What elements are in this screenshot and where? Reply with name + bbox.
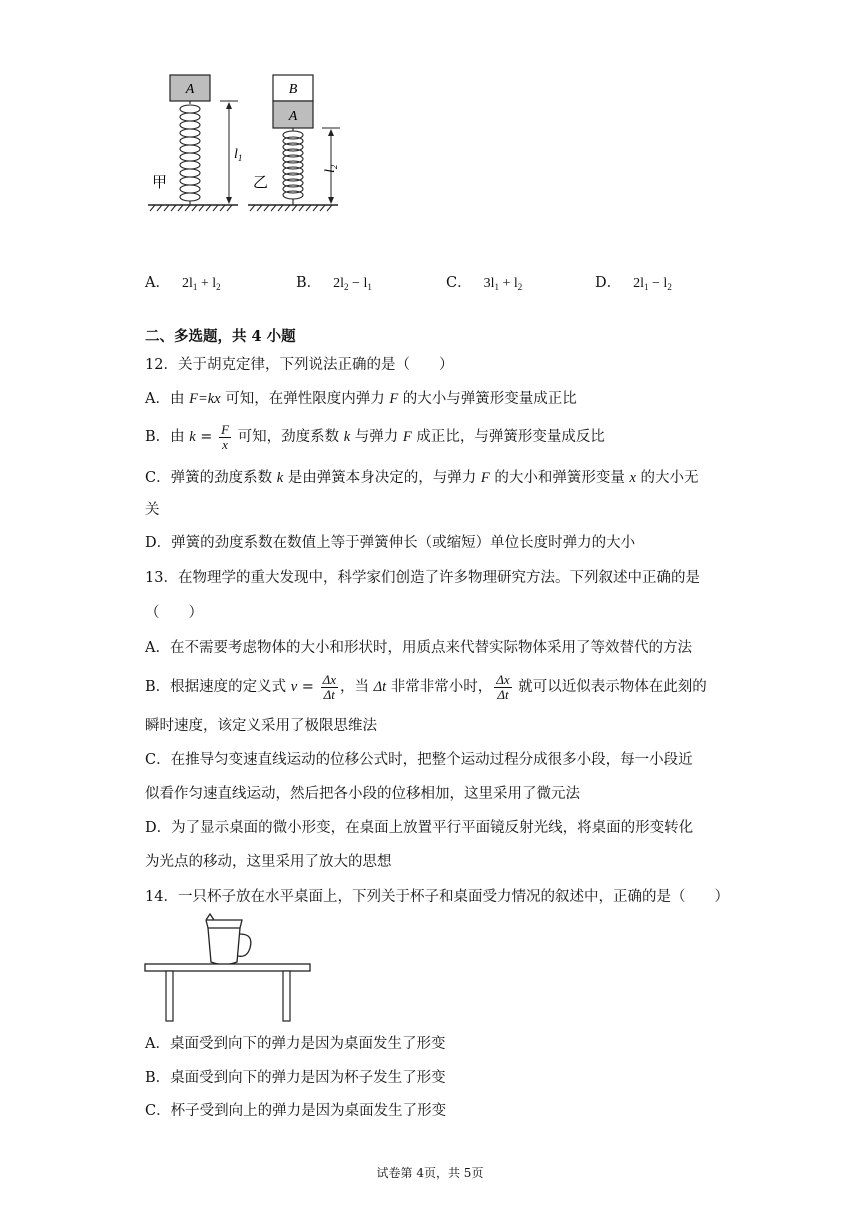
q14-option-a[interactable]: A．桌面受到向下的弹力是因为桌面发生了形变 [145,1036,446,1052]
spring-yi [283,128,303,205]
q13-option-d-line2: 为光点的移动，这里采用了放大的思想 [145,854,392,870]
cup-on-table-figure [140,910,320,1025]
q13-option-a[interactable]: A．在不需要考虑物体的大小和形状时，用质点来代替实际物体采用了等效替代的方法 [145,640,692,656]
q12-option-a[interactable]: A．由 F=kx 可知，在弹性限度内弹力 F 的大小与弹簧形变量成正比 [145,391,577,407]
length-l2-label: $l_2$ [323,164,339,173]
q14-stem: 14．一只杯子放在水平桌面上，下列关于杯子和桌面受力情况的叙述中，正确的是（ ） [145,889,729,905]
q12-stem: 12．关于胡克定律，下列说法正确的是（ ） [145,357,454,373]
q11-option-d[interactable]: D． $2l_1 - l_2$ [595,275,672,292]
q13-option-b-line2: 瞬时速度，该定义采用了极限思维法 [145,718,377,734]
q13-option-c[interactable]: C．在推导匀变速直线运动的位移公式时，把整个运动过程分成很多小段，每一小段近 [145,752,693,768]
q12-option-c-line2: 关 [145,502,160,518]
cup-icon [206,914,251,965]
block-a-label-jia: A [185,82,195,97]
q14-option-b[interactable]: B．桌面受到向下的弹力是因为杯子发生了形变 [145,1070,446,1086]
q13-option-c-line2: 似看作匀速直线运动，然后把各小段的位移相加，这里采用了微元法 [145,786,580,802]
q11-option-a[interactable]: A． $2l_1 + l_2$ [145,275,221,292]
section2-heading: 二、多选题，共 4 小题 [145,328,296,345]
block-b-label: B [288,82,298,97]
spring-jia [180,101,200,205]
q12-option-c[interactable]: C．弹簧的劲度系数 k 是由弹簧本身决定的，与弹力 F 的大小和弹簧形变量 x 的大小无 [145,470,699,486]
q13-stem-line2: （ ） [145,605,203,621]
q14-option-c[interactable]: C．杯子受到向上的弹力是因为桌面发生了形变 [145,1103,447,1119]
label-jia: 甲 [152,175,168,191]
page-footer: 试卷第 4页，共 5页 [376,1166,484,1180]
q13-option-b[interactable]: B．根据速度的定义式 v = $\frac{\Delta x}{\Delta t}$ ，当 Δt 非常非常小时， $\frac{\Delta x}{\Delta t}$ 就可以近似表示物体在此刻的 [145,671,707,702]
q11-option-b[interactable]: B． $2l_2 - l_1$ [296,275,372,292]
spring-figure [140,70,360,220]
length-l1-label: $l_1$ [234,147,243,163]
table-top [145,964,310,971]
q12-option-b[interactable]: B．由 k = $\frac{F}{x}$ 可知，劲度系数 k 与弹力 F 成正比，与弹簧形变量成反比 [145,421,605,452]
q12-option-d[interactable]: D．弹簧的劲度系数在数值上等于弹簧伸长（或缩短）单位长度时弹力的大小 [145,535,636,551]
label-yi: 乙 [253,175,269,191]
q13-stem: 13．在物理学的重大发现中，科学家们创造了许多物理研究方法。下列叙述中正确的是 [145,570,700,586]
q13-option-d[interactable]: D．为了显示桌面的微小形变，在桌面上放置平行平面镜反射光线，将桌面的形变转化 [145,820,694,836]
block-a-label-yi: A [288,109,298,124]
q11-option-c[interactable]: C． $3l_1 + l_2$ [446,275,523,292]
